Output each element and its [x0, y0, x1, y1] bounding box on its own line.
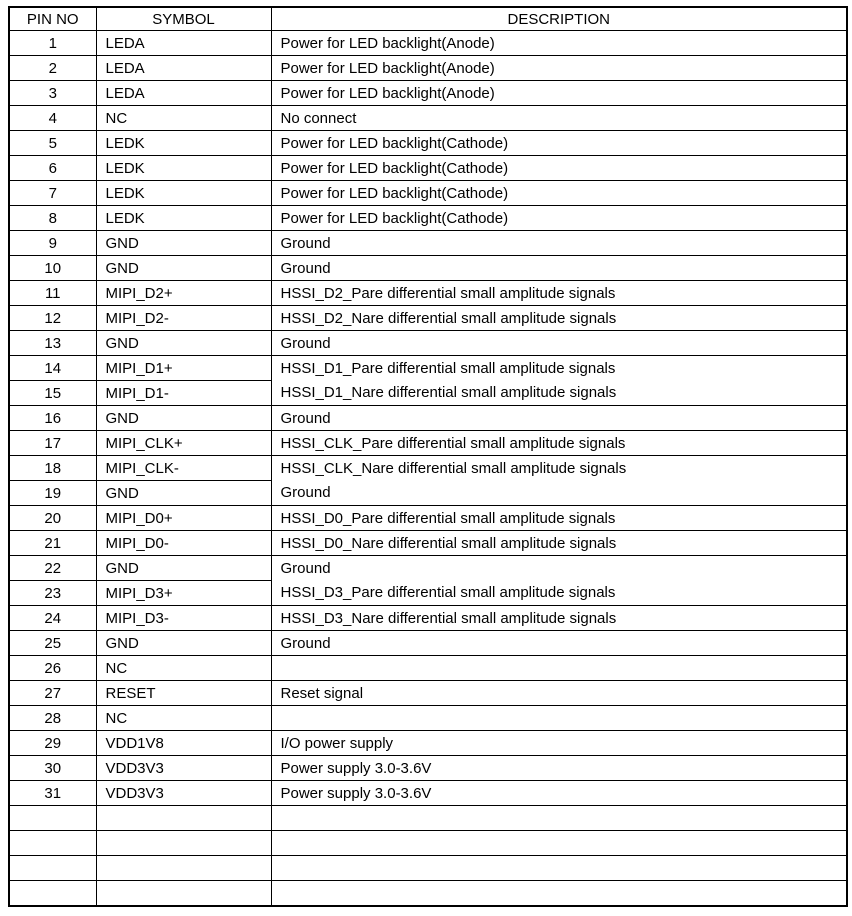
symbol-cell: VDD3V3	[96, 781, 271, 806]
pin-cell: 11	[9, 281, 96, 306]
table-row	[9, 456, 847, 481]
description-cell	[271, 881, 847, 907]
pin-cell	[9, 831, 96, 856]
pin-cell: 31	[9, 781, 96, 806]
symbol-cell: VDD3V3	[96, 756, 271, 781]
table-row	[9, 306, 847, 331]
symbol-cell	[96, 831, 271, 856]
symbol-cell: LEDK	[96, 131, 271, 156]
symbol-cell: GND	[96, 256, 271, 281]
symbol-cell: GND	[96, 406, 271, 431]
symbol-cell: GND	[96, 631, 271, 656]
table-row	[9, 806, 847, 831]
table-row	[9, 156, 847, 181]
header-row	[9, 7, 847, 31]
pin-cell	[9, 856, 96, 881]
symbol-cell: NC	[96, 106, 271, 131]
pin-cell: 24	[9, 606, 96, 631]
symbol-cell: LEDA	[96, 31, 271, 56]
table-row	[9, 481, 847, 506]
table-row	[9, 856, 847, 881]
description-cell: Reset signal	[271, 681, 847, 706]
pin-cell: 4	[9, 106, 96, 131]
table-row	[9, 631, 847, 656]
pin-cell: 20	[9, 506, 96, 531]
symbol-cell: GND	[96, 481, 271, 506]
pin-cell: 7	[9, 181, 96, 206]
symbol-cell: MIPI_D0+	[96, 506, 271, 531]
pin-cell: 5	[9, 131, 96, 156]
table-row	[9, 706, 847, 731]
symbol-cell: MIPI_CLK-	[96, 456, 271, 481]
description-cell: Ground	[271, 231, 847, 256]
description-cell: Power for LED backlight(Anode)	[271, 81, 847, 106]
table-row	[9, 281, 847, 306]
description-cell: HSSI_D1_Pare differential small amplitude signals	[271, 356, 847, 381]
description-cell: Power supply 3.0-3.6V	[271, 756, 847, 781]
description-cell: I/O power supply	[271, 731, 847, 756]
description-cell: HSSI_CLK_Nare differential small amplitude signals	[271, 456, 847, 481]
pin-cell: 6	[9, 156, 96, 181]
table-row	[9, 106, 847, 131]
symbol-cell: GND	[96, 556, 271, 581]
table-row	[9, 356, 847, 381]
table-row	[9, 606, 847, 631]
table-row	[9, 81, 847, 106]
table-row	[9, 506, 847, 531]
table-row	[9, 231, 847, 256]
table-row	[9, 56, 847, 81]
table-row	[9, 131, 847, 156]
pin-cell: 16	[9, 406, 96, 431]
pin-cell: 19	[9, 481, 96, 506]
symbol-cell: VDD1V8	[96, 731, 271, 756]
header-pin-no: PIN NO	[9, 7, 96, 31]
description-cell: Power for LED backlight(Cathode)	[271, 131, 847, 156]
table-row	[9, 206, 847, 231]
pin-cell	[9, 806, 96, 831]
symbol-cell: MIPI_CLK+	[96, 431, 271, 456]
table-row	[9, 531, 847, 556]
description-cell	[271, 831, 847, 856]
description-cell	[271, 856, 847, 881]
description-cell: HSSI_D3_Nare differential small amplitude signals	[271, 606, 847, 631]
description-cell: HSSI_D2_Pare differential small amplitude signals	[271, 281, 847, 306]
description-cell: Power for LED backlight(Anode)	[271, 56, 847, 81]
pin-description-table	[8, 6, 848, 907]
table-body	[9, 31, 847, 907]
table-row	[9, 256, 847, 281]
description-cell: HSSI_CLK_Pare differential small amplitude signals	[271, 431, 847, 456]
table-row	[9, 656, 847, 681]
pin-cell: 9	[9, 231, 96, 256]
table-row	[9, 756, 847, 781]
pin-cell: 13	[9, 331, 96, 356]
pin-cell: 10	[9, 256, 96, 281]
table-row	[9, 381, 847, 406]
description-cell: Ground	[271, 631, 847, 656]
symbol-cell	[96, 856, 271, 881]
description-cell: HSSI_D2_Nare differential small amplitude signals	[271, 306, 847, 331]
symbol-cell	[96, 881, 271, 907]
symbol-cell: RESET	[96, 681, 271, 706]
description-cell: Ground	[271, 556, 847, 581]
pin-cell: 1	[9, 31, 96, 56]
header-symbol: SYMBOL	[96, 7, 271, 31]
pin-cell	[9, 881, 96, 907]
table-row	[9, 406, 847, 431]
symbol-cell: LEDK	[96, 156, 271, 181]
description-cell: HSSI_D0_Nare differential small amplitude signals	[271, 531, 847, 556]
symbol-cell: LEDK	[96, 206, 271, 231]
symbol-cell: LEDK	[96, 181, 271, 206]
description-cell: Ground	[271, 406, 847, 431]
symbol-cell: LEDA	[96, 81, 271, 106]
symbol-cell: MIPI_D3-	[96, 606, 271, 631]
table-row	[9, 681, 847, 706]
description-cell: Ground	[271, 481, 847, 506]
pin-table-container	[8, 6, 848, 907]
symbol-cell: NC	[96, 656, 271, 681]
table-row	[9, 431, 847, 456]
description-cell: Power for LED backlight(Cathode)	[271, 181, 847, 206]
pin-cell: 29	[9, 731, 96, 756]
pin-cell: 27	[9, 681, 96, 706]
pin-cell: 18	[9, 456, 96, 481]
description-cell	[271, 656, 847, 681]
symbol-cell: MIPI_D3+	[96, 581, 271, 606]
table-row	[9, 731, 847, 756]
pin-cell: 2	[9, 56, 96, 81]
description-cell: Power for LED backlight(Anode)	[271, 31, 847, 56]
description-cell: HSSI_D0_Pare differential small amplitude signals	[271, 506, 847, 531]
symbol-cell: LEDA	[96, 56, 271, 81]
table-row	[9, 556, 847, 581]
symbol-cell	[96, 806, 271, 831]
description-cell: HSSI_D3_Pare differential small amplitude signals	[271, 581, 847, 606]
table-row	[9, 781, 847, 806]
symbol-cell: NC	[96, 706, 271, 731]
table-row	[9, 881, 847, 907]
pin-cell: 26	[9, 656, 96, 681]
pin-cell: 8	[9, 206, 96, 231]
pin-cell: 3	[9, 81, 96, 106]
header-description: DESCRIPTION	[271, 7, 847, 31]
pin-cell: 22	[9, 556, 96, 581]
pin-cell: 28	[9, 706, 96, 731]
symbol-cell: MIPI_D2-	[96, 306, 271, 331]
description-cell: Power supply 3.0-3.6V	[271, 781, 847, 806]
pin-cell: 30	[9, 756, 96, 781]
symbol-cell: GND	[96, 331, 271, 356]
symbol-cell: GND	[96, 231, 271, 256]
pin-cell: 23	[9, 581, 96, 606]
symbol-cell: MIPI_D2+	[96, 281, 271, 306]
table-row	[9, 181, 847, 206]
pin-cell: 12	[9, 306, 96, 331]
description-cell: Ground	[271, 256, 847, 281]
table-row	[9, 31, 847, 56]
description-cell	[271, 806, 847, 831]
description-cell: Ground	[271, 331, 847, 356]
pin-cell: 14	[9, 356, 96, 381]
description-cell: HSSI_D1_Nare differential small amplitude signals	[271, 381, 847, 406]
symbol-cell: MIPI_D1+	[96, 356, 271, 381]
pin-cell: 21	[9, 531, 96, 556]
table-row	[9, 831, 847, 856]
description-cell: No connect	[271, 106, 847, 131]
symbol-cell: MIPI_D1-	[96, 381, 271, 406]
description-cell	[271, 706, 847, 731]
description-cell: Power for LED backlight(Cathode)	[271, 156, 847, 181]
pin-cell: 15	[9, 381, 96, 406]
pin-cell: 17	[9, 431, 96, 456]
description-cell: Power for LED backlight(Cathode)	[271, 206, 847, 231]
table-row	[9, 331, 847, 356]
pin-cell: 25	[9, 631, 96, 656]
table-row	[9, 581, 847, 606]
symbol-cell: MIPI_D0-	[96, 531, 271, 556]
